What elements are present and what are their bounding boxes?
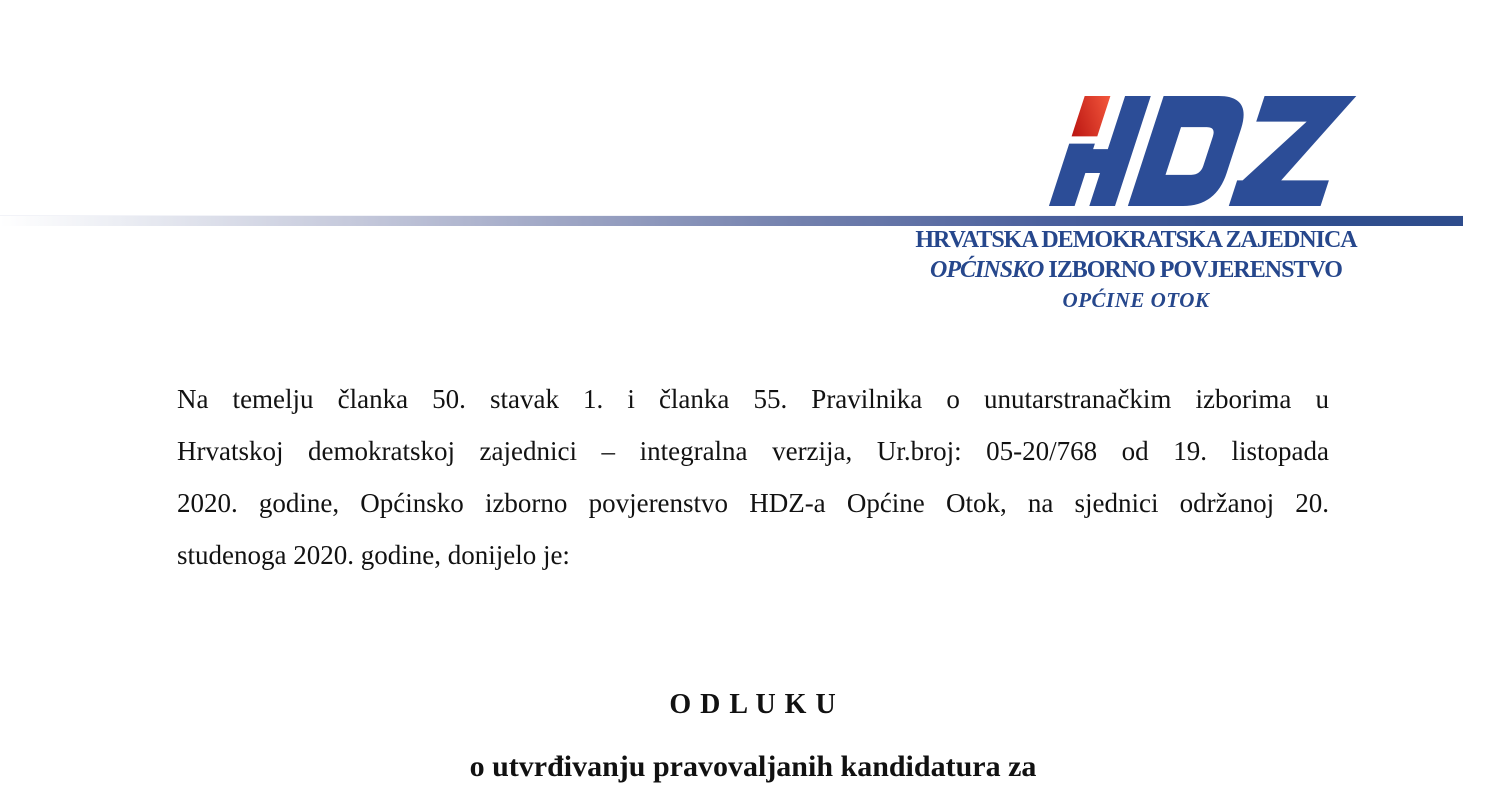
org-name: HRVATSKA DEMOKRATSKA ZAJEDNICA (915, 227, 1357, 253)
org-commission (900, 255, 1372, 285)
decision-subtitle: o utvrđivanju pravovaljanih kandidatura za (469, 750, 1037, 783)
logo-red-accent (1072, 96, 1111, 136)
decision-title: O D L U K U (669, 689, 837, 720)
org-commission-italic-part: OPĆINSKO (930, 257, 1044, 283)
logo-letter-d (1128, 96, 1252, 206)
paragraph-line: 2020. godine, Općinsko izborno povjerenstvo HDZ-a Općine Otok, na sjednici održanoj 20. (177, 488, 1329, 518)
paragraph-line: Hrvatskoj demokratskoj zajednici – integralna verzija, Ur.broj: 05-20/768 od 19. listopada (177, 436, 1329, 466)
org-municipality: OPĆINE OTOK (1062, 288, 1210, 312)
hdz-logo (1048, 94, 1360, 208)
paragraph-line: studenoga 2020. godine, donijelo je: (177, 540, 570, 570)
logo-letter-z (1229, 96, 1357, 206)
org-commission-bold-part: IZBORNO POVJERENSTVO (1048, 257, 1342, 283)
intro-paragraph (177, 373, 1329, 581)
org-header (900, 225, 1372, 315)
hdz-logo-graphic (1048, 94, 1360, 208)
paragraph-line: Na temelju članka 50. stavak 1. i članka 55. Pravilnika o unutarstranačkim izborima u (177, 384, 1329, 414)
